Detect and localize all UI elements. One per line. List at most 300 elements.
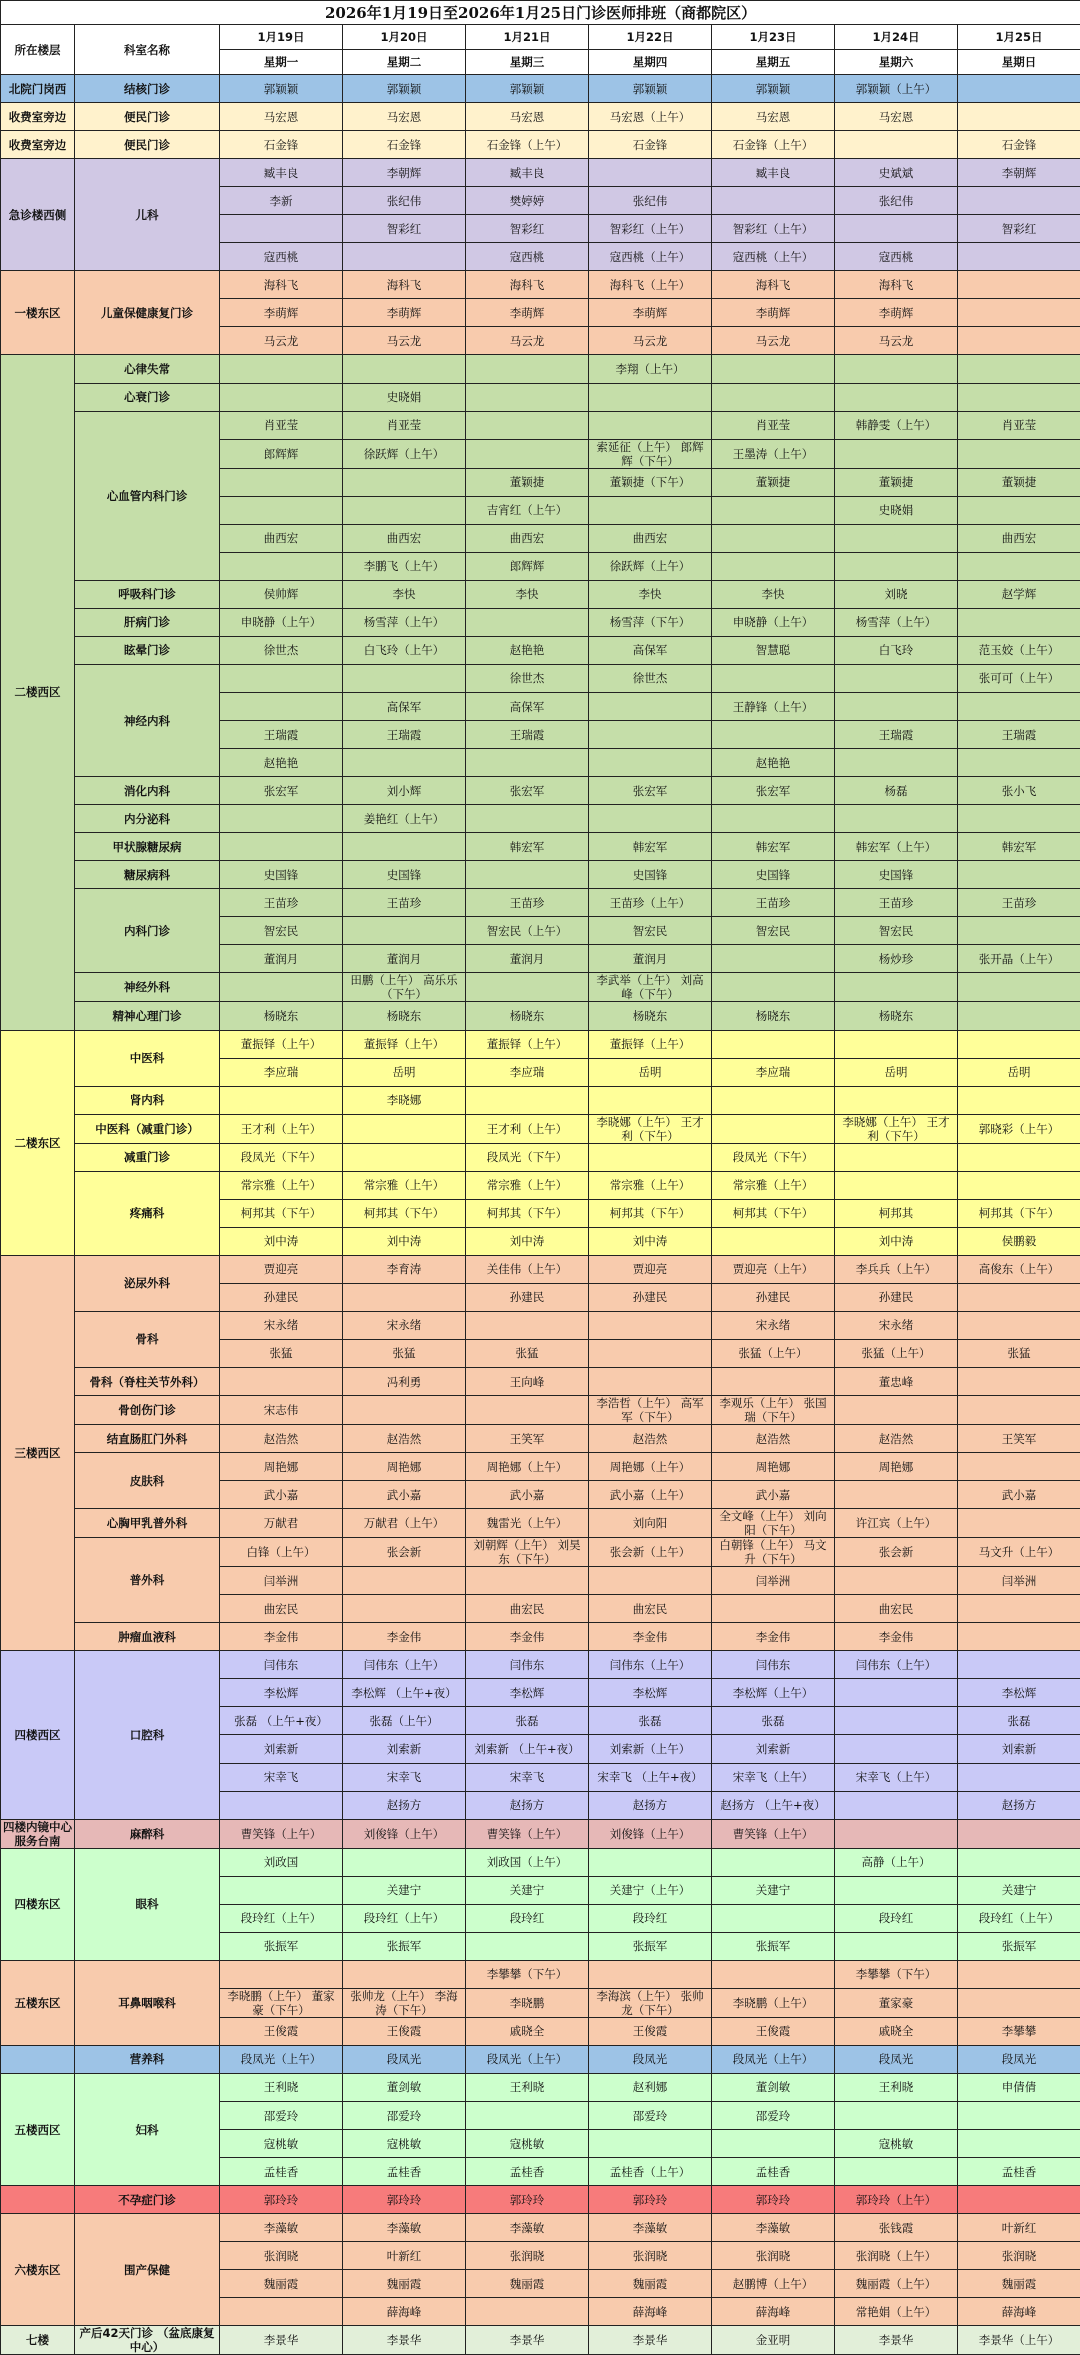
schedule-cell: 全文峰（上午） 刘向阳（下午）	[712, 1509, 835, 1538]
schedule-cell	[343, 355, 466, 383]
table-row	[1, 1396, 1080, 1425]
schedule-cell	[835, 383, 958, 411]
schedule-cell: 董剑敏	[712, 2073, 835, 2101]
schedule-cell: 张磊	[712, 1707, 835, 1735]
schedule-cell: 白飞玲	[835, 636, 958, 664]
schedule-cell: 金亚明	[712, 2326, 835, 2355]
schedule-cell: 臧丰良	[220, 159, 343, 187]
department-name: 口腔科	[75, 1651, 220, 1819]
schedule-cell: 常宗雅（上午）	[589, 1171, 712, 1199]
schedule-cell	[466, 411, 589, 439]
schedule-cell: 段凤光	[835, 2045, 958, 2073]
schedule-cell	[712, 1595, 835, 1623]
schedule-cell: 王瑞霞	[958, 721, 1080, 749]
schedule-cell: 杨晓东	[589, 1002, 712, 1030]
schedule-cell: 宋幸飞	[343, 1763, 466, 1791]
schedule-cell	[958, 496, 1080, 524]
schedule-cell	[466, 973, 589, 1002]
schedule-cell: 杨炒珍	[835, 945, 958, 973]
schedule-cell: 魏丽霞	[343, 2270, 466, 2298]
schedule-cell	[466, 608, 589, 636]
schedule-cell: 孙建民	[220, 1283, 343, 1311]
schedule-cell: 肖亚莹	[220, 411, 343, 439]
schedule-cell: 石金锋	[220, 131, 343, 159]
header-date: 1月19日	[220, 25, 343, 50]
schedule-cell: 孟桂香（上午）	[589, 2158, 712, 2186]
schedule-cell: 刘中涛	[343, 1227, 466, 1255]
department-name: 骨科	[75, 1311, 220, 1367]
schedule-cell: 闫伟东	[712, 1651, 835, 1679]
schedule-cell: 智彩红	[958, 215, 1080, 243]
schedule-cell: 宋幸飞 （上午+夜）	[589, 1763, 712, 1791]
schedule-cell: 段凤光（下午）	[220, 1143, 343, 1171]
schedule-cell: 侯帅辉	[220, 580, 343, 608]
schedule-cell	[466, 1311, 589, 1339]
schedule-cell	[958, 1086, 1080, 1114]
schedule-cell: 武小嘉	[466, 1481, 589, 1509]
schedule-cell: 武小嘉	[958, 1481, 1080, 1509]
schedule-cell: 赵扬方	[466, 1791, 589, 1819]
schedule-cell: 高保军	[466, 692, 589, 720]
schedule-cell: 张振军	[343, 1932, 466, 1960]
location-cell: 四楼内镜中心服务台南	[1, 1819, 75, 1848]
schedule-cell	[958, 1283, 1080, 1311]
schedule-cell: 徐世杰	[589, 664, 712, 692]
schedule-cell: 王俊霞	[712, 2017, 835, 2045]
table-row	[1, 103, 1080, 131]
schedule-cell	[958, 103, 1080, 131]
schedule-cell	[466, 1567, 589, 1595]
department-name: 肝病门诊	[75, 608, 220, 636]
schedule-cell: 杨磊	[835, 777, 958, 805]
schedule-cell: 许江宾（上午）	[835, 1509, 958, 1538]
schedule-cell: 赵学辉	[958, 580, 1080, 608]
schedule-cell: 李松辉	[958, 1679, 1080, 1707]
schedule-cell: 董颖捷	[958, 468, 1080, 496]
schedule-cell: 李景华	[343, 2326, 466, 2355]
schedule-cell	[343, 1567, 466, 1595]
schedule-cell: 武小嘉	[712, 1481, 835, 1509]
table-row	[1, 636, 1080, 664]
schedule-cell: 王才利（上午）	[466, 1114, 589, 1143]
schedule-cell	[466, 861, 589, 889]
schedule-cell: 邵爱玲	[589, 2102, 712, 2130]
schedule-cell: 史国锋	[343, 861, 466, 889]
department-name: 皮肤科	[75, 1453, 220, 1509]
schedule-cell	[958, 1143, 1080, 1171]
schedule-cell: 徐世杰	[466, 664, 589, 692]
schedule-cell: 宋志伟	[220, 1396, 343, 1425]
schedule-cell: 李快	[343, 580, 466, 608]
schedule-cell: 闫伟东	[466, 1651, 589, 1679]
schedule-cell: 李景华（上午）	[958, 2326, 1080, 2355]
schedule-cell: 刘索新（上午）	[589, 1735, 712, 1763]
schedule-cell	[220, 692, 343, 720]
schedule-cell: 张宏军	[220, 777, 343, 805]
schedule-cell: 姜艳红（上午）	[343, 805, 466, 833]
schedule-cell: 田鹏（上午） 高乐乐（下午）	[343, 973, 466, 1002]
schedule-cell: 董剑敏	[343, 2073, 466, 2101]
schedule-cell: 张润晓	[220, 2242, 343, 2270]
schedule-cell: 刘政国	[220, 1848, 343, 1876]
schedule-cell: 柯邦其（下午）	[712, 1199, 835, 1227]
schedule-cell: 李松辉	[220, 1679, 343, 1707]
schedule-cell	[835, 1171, 958, 1199]
schedule-cell	[835, 1030, 958, 1058]
schedule-cell: 贾迎亮	[589, 1255, 712, 1283]
schedule-cell: 刘索新	[343, 1735, 466, 1763]
schedule-cell: 海科飞	[343, 271, 466, 299]
location-cell: 二楼西区	[1, 355, 75, 1030]
schedule-cell: 闫伟东（上午）	[835, 1651, 958, 1679]
department-name: 麻醉科	[75, 1819, 220, 1848]
header-date: 1月20日	[343, 25, 466, 50]
schedule-cell: 李晓娜（上午） 王才利（下午）	[835, 1114, 958, 1143]
schedule-cell	[589, 1311, 712, 1339]
schedule-cell: 郭玲玲	[466, 2186, 589, 2214]
schedule-cell: 关建宁	[466, 1876, 589, 1904]
schedule-cell	[958, 552, 1080, 580]
department-name: 不孕症门诊	[75, 2186, 220, 2214]
schedule-cell	[466, 2298, 589, 2326]
schedule-cell: 王苗珍	[343, 889, 466, 917]
schedule-cell: 关佳伟（上午）	[466, 1255, 589, 1283]
schedule-cell	[343, 664, 466, 692]
location-cell: 二楼东区	[1, 1030, 75, 1255]
schedule-cell: 李朝辉	[958, 159, 1080, 187]
schedule-cell: 曹笑锋（上午）	[220, 1819, 343, 1848]
schedule-cell: 岳明	[343, 1058, 466, 1086]
department-name: 结直肠肛门外科	[75, 1425, 220, 1453]
schedule-cell: 侯鹏毅	[958, 1227, 1080, 1255]
schedule-cell	[835, 973, 958, 1002]
department-name: 内科门诊	[75, 889, 220, 973]
location-cell: 三楼西区	[1, 1255, 75, 1651]
schedule-cell	[835, 749, 958, 777]
table-row	[1, 889, 1080, 917]
table-row	[1, 1453, 1080, 1481]
schedule-cell: 赵扬方	[343, 1791, 466, 1819]
schedule-cell: 高静（上午）	[835, 1848, 958, 1876]
schedule-cell: 吉宵红（上午）	[466, 496, 589, 524]
schedule-cell	[958, 1763, 1080, 1791]
schedule-cell	[589, 496, 712, 524]
schedule-cell: 申晓静（上午）	[712, 608, 835, 636]
schedule-cell: 李武举（上午） 刘高峰（下午）	[589, 973, 712, 1002]
schedule-cell: 董颖捷（下午）	[589, 468, 712, 496]
schedule-cell: 董忠峰	[835, 1368, 958, 1396]
schedule-body	[1, 1, 1080, 2355]
schedule-cell	[835, 1679, 958, 1707]
schedule-cell: 范玉姣（上午）	[958, 636, 1080, 664]
schedule-cell	[835, 524, 958, 552]
department-name: 泌尿外科	[75, 1255, 220, 1311]
schedule-cell: 李松辉（上午）	[712, 1679, 835, 1707]
schedule-cell: 张猛	[958, 1339, 1080, 1367]
schedule-cell: 赵扬方	[958, 1791, 1080, 1819]
schedule-cell	[466, 355, 589, 383]
schedule-cell: 赵浩然	[589, 1425, 712, 1453]
schedule-cell: 杨晓东	[835, 1002, 958, 1030]
schedule-cell	[589, 1960, 712, 1988]
schedule-cell	[712, 945, 835, 973]
department-name: 疼痛科	[75, 1171, 220, 1255]
header-date: 1月23日	[712, 25, 835, 50]
schedule-cell: 孟桂香	[712, 2158, 835, 2186]
schedule-cell	[958, 1988, 1080, 2017]
schedule-cell: 寇西桃（上午）	[712, 243, 835, 271]
schedule-cell: 海科飞	[712, 271, 835, 299]
schedule-cell: 杨雪萍（上午）	[343, 608, 466, 636]
schedule-cell: 董颖捷	[835, 468, 958, 496]
schedule-cell	[835, 1086, 958, 1114]
schedule-cell	[835, 1819, 958, 1848]
schedule-cell	[712, 1960, 835, 1988]
schedule-cell	[343, 496, 466, 524]
schedule-cell: 段凤光	[589, 2045, 712, 2073]
schedule-cell: 智宏民	[835, 917, 958, 945]
schedule-cell: 李景华	[589, 2326, 712, 2355]
schedule-cell: 马宏恩	[343, 103, 466, 131]
schedule-cell: 赵扬方 （上午+夜）	[712, 1791, 835, 1819]
schedule-cell: 马云龙	[712, 327, 835, 355]
schedule-cell: 张润晓	[958, 2242, 1080, 2270]
schedule-cell: 段凤光（下午）	[712, 1143, 835, 1171]
schedule-cell: 王瑞霞	[220, 721, 343, 749]
schedule-cell: 李景华	[220, 2326, 343, 2355]
schedule-cell: 马宏恩	[220, 103, 343, 131]
schedule-cell: 臧丰良	[712, 159, 835, 187]
schedule-cell: 周艳娜（上午）	[466, 1453, 589, 1481]
schedule-cell: 魏丽霞	[220, 2270, 343, 2298]
schedule-cell	[589, 749, 712, 777]
table-row	[1, 973, 1080, 1002]
location-cell: 收费室旁边	[1, 131, 75, 159]
schedule-cell: 郭玲玲	[589, 2186, 712, 2214]
schedule-cell: 曲宏民	[220, 1595, 343, 1623]
schedule-cell: 赵浩然	[835, 1425, 958, 1453]
schedule-cell	[466, 805, 589, 833]
schedule-cell: 寇西桃（上午）	[589, 243, 712, 271]
schedule-cell: 申倩倩	[958, 2073, 1080, 2101]
schedule-cell	[835, 2102, 958, 2130]
schedule-cell	[712, 2130, 835, 2158]
schedule-cell: 李海滨（上午） 张帅龙（下午）	[589, 1988, 712, 2017]
schedule-cell: 刘索新	[958, 1735, 1080, 1763]
schedule-cell	[835, 692, 958, 720]
schedule-cell: 薛海峰	[958, 2298, 1080, 2326]
schedule-cell: 柯邦其（下午）	[466, 1199, 589, 1227]
location-cell: 五楼西区	[1, 2073, 75, 2185]
schedule-cell: 刘中涛	[835, 1227, 958, 1255]
table-row	[1, 75, 1080, 103]
schedule-cell: 杨晓东	[220, 1002, 343, 1030]
schedule-cell: 王利晓	[466, 2073, 589, 2101]
schedule-cell: 李金伟	[343, 1623, 466, 1651]
schedule-cell	[958, 1002, 1080, 1030]
location-cell: 六楼东区	[1, 2214, 75, 2326]
schedule-cell: 韩静雯（上午）	[835, 411, 958, 439]
schedule-cell	[220, 552, 343, 580]
department-name: 中医科（减重门诊）	[75, 1114, 220, 1143]
schedule-cell: 郎辉辉	[220, 439, 343, 468]
schedule-cell: 张猛	[343, 1339, 466, 1367]
schedule-cell: 郭颖颖	[343, 75, 466, 103]
schedule-cell: 董颖捷	[466, 468, 589, 496]
schedule-cell: 徐世杰	[220, 636, 343, 664]
schedule-cell: 万献君（上午）	[343, 1509, 466, 1538]
schedule-cell	[343, 1396, 466, 1425]
schedule-cell	[220, 1791, 343, 1819]
schedule-cell	[712, 524, 835, 552]
schedule-cell: 李应瑞	[712, 1058, 835, 1086]
schedule-cell: 寇西桃	[466, 243, 589, 271]
schedule-cell	[958, 2130, 1080, 2158]
schedule-cell: 邵爱玲	[712, 2102, 835, 2130]
schedule-cell: 董润月	[589, 945, 712, 973]
department-name: 结核门诊	[75, 75, 220, 103]
schedule-cell	[220, 383, 343, 411]
page-title: 2026年1月19日至2026年1月25日门诊医师排班（商都院区）	[1, 1, 1080, 25]
schedule-cell: 周艳娜	[343, 1453, 466, 1481]
department-name: 肿瘤血液科	[75, 1623, 220, 1651]
schedule-cell	[835, 1707, 958, 1735]
schedule-cell	[343, 1283, 466, 1311]
table-row	[1, 271, 1080, 299]
table-row	[1, 1623, 1080, 1651]
schedule-cell	[466, 383, 589, 411]
schedule-cell: 申晓静（上午）	[220, 608, 343, 636]
header-weekday: 星期五	[712, 50, 835, 75]
table-row	[1, 805, 1080, 833]
schedule-cell	[712, 1030, 835, 1058]
schedule-cell: 魏丽霞（上午）	[835, 2270, 958, 2298]
schedule-cell: 段凤光（上午）	[712, 2045, 835, 2073]
schedule-cell	[712, 1848, 835, 1876]
schedule-cell: 董振铎（上午）	[343, 1030, 466, 1058]
location-cell: 五楼东区	[1, 1960, 75, 2045]
schedule-cell: 杨晓东	[712, 1002, 835, 1030]
schedule-cell: 寇桃敏	[343, 2130, 466, 2158]
schedule-cell: 曲西宏	[466, 524, 589, 552]
table-row	[1, 131, 1080, 159]
department-name: 产后42天门诊 （盆底康复中心）	[75, 2326, 220, 2355]
schedule-cell: 周艳娜	[220, 1453, 343, 1481]
schedule-cell: 李萌辉	[343, 299, 466, 327]
schedule-cell: 叶新红	[958, 2214, 1080, 2242]
table-row	[1, 2214, 1080, 2242]
schedule-cell: 孙建民	[589, 1283, 712, 1311]
schedule-cell: 李攀攀（下午）	[466, 1960, 589, 1988]
schedule-cell: 张宏军	[589, 777, 712, 805]
schedule-cell: 宋幸飞（上午）	[712, 1763, 835, 1791]
schedule-cell: 柯邦其（下午）	[958, 1199, 1080, 1227]
schedule-cell: 曹笑锋（上午）	[466, 1819, 589, 1848]
schedule-cell: 王静锋（上午）	[712, 692, 835, 720]
schedule-cell: 刘俊锋（上午）	[589, 1819, 712, 1848]
schedule-cell	[835, 1735, 958, 1763]
schedule-cell: 韩宏军	[958, 833, 1080, 861]
schedule-cell: 周艳娜	[835, 1453, 958, 1481]
schedule-cell	[958, 187, 1080, 215]
schedule-cell	[220, 1876, 343, 1904]
table-row	[1, 159, 1080, 187]
schedule-cell: 马宏恩（上午）	[589, 103, 712, 131]
schedule-cell	[958, 271, 1080, 299]
schedule-cell: 段凤光（上午）	[220, 2045, 343, 2073]
schedule-cell: 曲西宏	[958, 524, 1080, 552]
schedule-cell	[958, 1848, 1080, 1876]
schedule-cell: 高俊东（上午）	[958, 1255, 1080, 1283]
schedule-cell: 王瑞霞	[835, 721, 958, 749]
schedule-cell: 王俊霞	[220, 2017, 343, 2045]
schedule-cell: 柯邦其（下午）	[220, 1199, 343, 1227]
department-name: 神经内科	[75, 664, 220, 776]
schedule-cell	[958, 917, 1080, 945]
table-row	[1, 1086, 1080, 1114]
schedule-cell: 张润晓	[589, 2242, 712, 2270]
schedule-cell: 曲西宏	[220, 524, 343, 552]
schedule-cell: 李金伟	[220, 1623, 343, 1651]
schedule-cell: 孙建民	[835, 1283, 958, 1311]
schedule-cell	[958, 1030, 1080, 1058]
schedule-cell: 史国锋	[835, 861, 958, 889]
header-weekday: 星期日	[958, 50, 1080, 75]
schedule-cell: 智慧聪	[712, 636, 835, 664]
schedule-cell	[958, 299, 1080, 327]
department-name: 心血管内科门诊	[75, 411, 220, 580]
schedule-cell: 寇西桃	[835, 243, 958, 271]
schedule-cell: 段玲红	[835, 1904, 958, 1932]
schedule-cell: 曲西宏	[589, 524, 712, 552]
schedule-cell: 段凤光（上午）	[466, 2045, 589, 2073]
schedule-cell	[958, 1509, 1080, 1538]
schedule-cell: 马云龙	[343, 327, 466, 355]
schedule-cell: 郭颖颖	[589, 75, 712, 103]
schedule-cell: 郭玲玲（上午）	[835, 2186, 958, 2214]
schedule-cell: 李兵兵（上午）	[835, 1255, 958, 1283]
schedule-cell: 赵艳艳	[466, 636, 589, 664]
schedule-cell: 李萌辉	[220, 299, 343, 327]
schedule-cell	[466, 1932, 589, 1960]
header-weekday: 星期四	[589, 50, 712, 75]
department-name: 围产保健	[75, 2214, 220, 2326]
schedule-cell: 周艳娜	[712, 1453, 835, 1481]
schedule-cell: 王向峰	[466, 1368, 589, 1396]
schedule-cell: 郭玲玲	[220, 2186, 343, 2214]
schedule-cell: 孟桂香	[343, 2158, 466, 2186]
schedule-cell	[220, 2298, 343, 2326]
table-row	[1, 383, 1080, 411]
schedule-cell	[589, 411, 712, 439]
schedule-cell: 郎辉辉	[466, 552, 589, 580]
schedule-cell: 马云龙	[835, 327, 958, 355]
schedule-cell	[220, 215, 343, 243]
schedule-cell	[712, 1114, 835, 1143]
location-cell: 四楼东区	[1, 1848, 75, 1960]
schedule-cell	[958, 2102, 1080, 2130]
schedule-cell: 魏雷光（上午）	[466, 1509, 589, 1538]
table-row	[1, 1311, 1080, 1339]
schedule-cell	[466, 1086, 589, 1114]
schedule-cell	[589, 2130, 712, 2158]
schedule-cell: 王苗珍	[835, 889, 958, 917]
schedule-cell	[589, 1086, 712, 1114]
schedule-cell: 岳明	[958, 1058, 1080, 1086]
schedule-cell	[220, 1368, 343, 1396]
schedule-cell: 冯利勇	[343, 1368, 466, 1396]
schedule-cell: 石金锋	[958, 131, 1080, 159]
